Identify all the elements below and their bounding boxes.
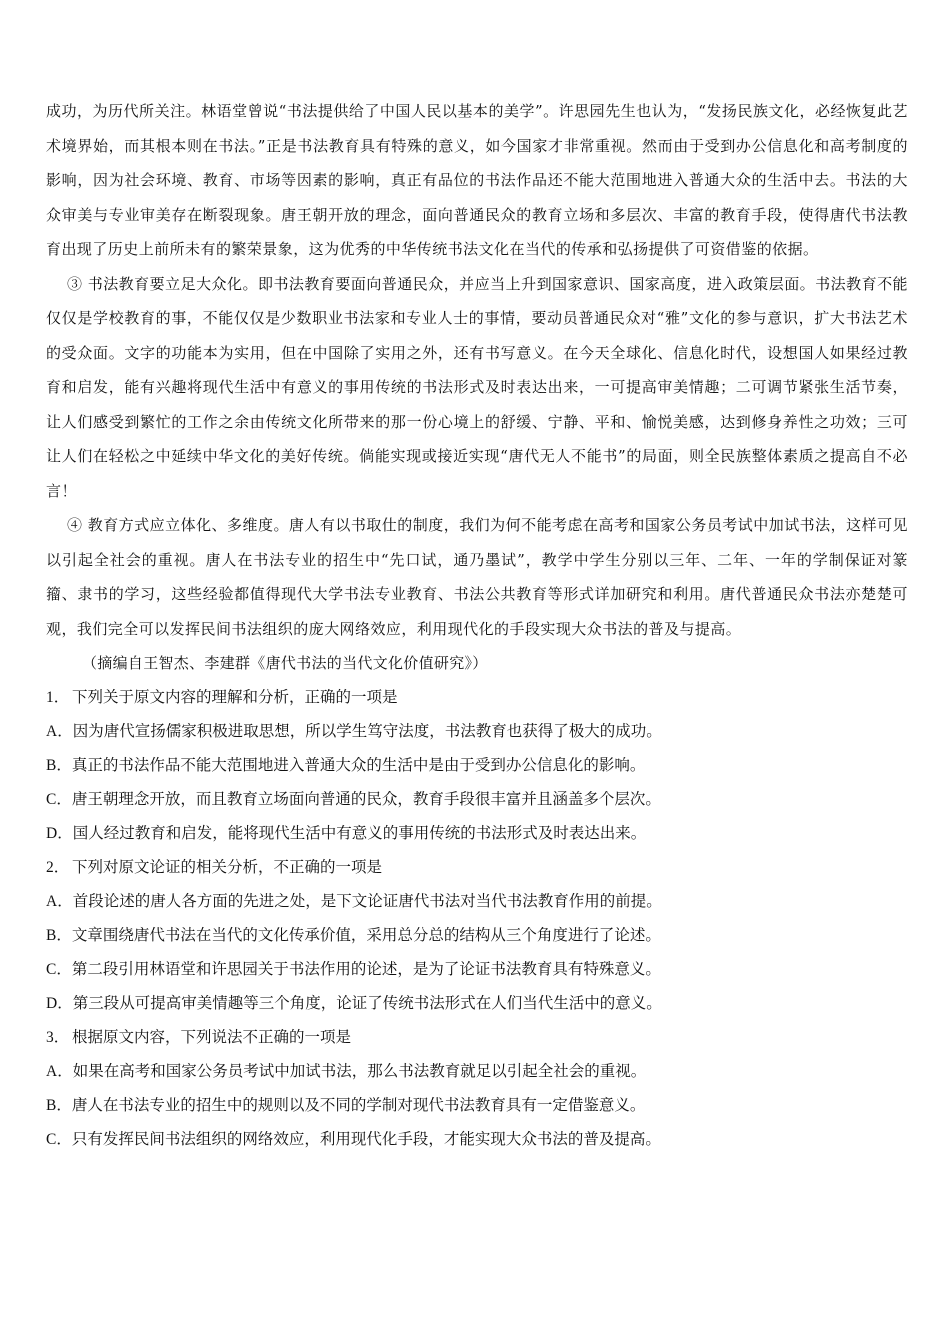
- question-stem: [46, 851, 908, 885]
- option-letter: D．: [46, 824, 73, 842]
- reading-passage: [46, 94, 908, 681]
- option-letter: D．: [46, 994, 73, 1012]
- passage-paragraph-2: 成功，为历代所关注。林语堂曾说“书法提供给了中国人民以基本的美学”。许思园先生也认为，“发扬民族文化，必经恢复此艺术境界始，而其根本则在书法。”正是书法教育具有特殊的意义，如今国家才非常重视。然而由于受到办公信息化和高考制度的影响，因为社会环境、教育、市场等因素的影响，真正有品位的书法作品还不能大范围地进入普通大众的生活中去。书法的大众审美与专业审美存在断裂现象。唐王朝开放的理念，面向普通民众的教育立场和多层次、丰富的教育手段，使得唐代书法教育出现了历史上前所未有的繁荣景象，这为优秀的中华传统书法文化在当代的传承和弘扬提供了可资借鉴的依据。: [46, 102, 908, 258]
- option-text: 唐王朝理念开放，而且教育立场面向普通的民众，教育手段很丰富并且涵盖多个层次。: [71, 790, 661, 808]
- option-text: 第二段引用林语堂和许思园关于书法作用的论述，是为了论证书法教育具有特殊意义。: [71, 960, 661, 978]
- option-c[interactable]: [46, 953, 908, 987]
- question-text: 下列对原文论证的相关分析，不正确的一项是: [72, 858, 383, 876]
- question-text: 根据原文内容，下列说法不正确的一项是: [72, 1028, 352, 1046]
- option-text: 因为唐代宣扬儒家积极进取思想，所以学生笃守法度，书法教育也获得了极大的成功。: [72, 722, 662, 740]
- option-letter: B．: [46, 1096, 72, 1114]
- option-text: 第三段从可提高审美情趣等三个角度，论证了传统书法形式在人们当代生活中的意义。: [72, 994, 662, 1012]
- option-letter: C．: [46, 1130, 72, 1148]
- option-letter: B．: [46, 756, 72, 774]
- question-stem: [46, 681, 908, 715]
- option-letter: A．: [46, 892, 73, 910]
- option-text: 首段论述的唐人各方面的先进之处，是下文论证唐代书法对当代书法教育作用的前提。: [72, 892, 662, 910]
- question-stem: [46, 1021, 908, 1055]
- option-letter: C．: [46, 790, 72, 808]
- question-number: 1．: [46, 688, 70, 706]
- option-letter: A．: [46, 1062, 73, 1080]
- option-d[interactable]: [46, 817, 908, 851]
- option-c[interactable]: [46, 783, 908, 817]
- option-text: 真正的书法作品不能大范围地进入普通大众的生活中是由于受到办公信息化的影响。: [71, 756, 646, 774]
- option-a[interactable]: [46, 1055, 908, 1089]
- exam-page: [46, 94, 908, 1157]
- option-text: 唐人在书法专业的招生中的规则以及不同的学制对现代书法教育具有一定借鉴意义。: [71, 1096, 646, 1114]
- option-letter: C．: [46, 960, 72, 978]
- question-1: [46, 681, 908, 851]
- option-letter: A．: [46, 722, 73, 740]
- question-number: 3．: [46, 1028, 70, 1046]
- option-text: 文章围绕唐代书法在当代的文化传承价值，采用总分总的结构从三个角度进行了论述。: [71, 926, 661, 944]
- option-letter: B．: [46, 926, 72, 944]
- option-b[interactable]: [46, 919, 908, 953]
- passage-paragraph-3: ③ 书法教育要立足大众化。即书法教育要面向普通民众，并应当上升到国家意识、国家高度，进入政策层面。书法教育不能仅仅是学校教育的事，不能仅仅是少数职业书法家和专业人士的事情，要动员普通民众对“雅”文化的参与意识，扩大书法艺术的受众面。文字的功能本为实用，但在中国除了实用之外，还有书写意义。在今天全球化、信息化时代，设想国人如果经过教育和启发，能有兴趣将现代生活中有意义的事用传统的书法形式及时表达出来，一可提高审美情趣；二可调节紧张生活节奏，让人们感受到繁忙的工作之余由传统文化所带来的那一份心境上的舒缓、宁静、平和、愉悦美感，达到修身养性之功效；三可让人们在轻松之中延续中华文化的美好传统。倘能实现或接近实现“唐代无人不能书”的局面，则全民族整体素质之提高自不必言！: [46, 274, 908, 500]
- question-text: 下列关于原文内容的理解和分析，正确的一项是: [72, 688, 398, 706]
- question-2: [46, 851, 908, 1021]
- option-a[interactable]: [46, 715, 908, 749]
- option-b[interactable]: [46, 749, 908, 783]
- passage-source: （摘编自王智杰、李建群《唐代书法的当代文化价值研究》）: [82, 654, 488, 672]
- passage-paragraph-4: ④ 教育方式应立体化、多维度。唐人有以书取仕的制度，我们为何不能考虑在高考和国家公务员考试中加试书法，这样可见以引起全社会的重视。唐人在书法专业的招生中“先口试，通乃墨试”，教学中学生分别以三年、二年、一年的学制保证对篆籀、隶书的学习，这些经验都值得现代大学书法专业教育、书法公共教育等形式详加研究和利用。唐代普通民众书法亦楚楚可观，我们完全可以发挥民间书法组织的庞大网络效应，利用现代化的手段实现大众书法的普及与提高。: [46, 516, 908, 638]
- option-d[interactable]: [46, 987, 908, 1021]
- question-number: 2．: [46, 858, 70, 876]
- option-text: 如果在高考和国家公务员考试中加试书法，那么书法教育就足以引起全社会的重视。: [72, 1062, 647, 1080]
- option-c[interactable]: [46, 1123, 908, 1157]
- question-3: [46, 1021, 908, 1157]
- option-b[interactable]: [46, 1089, 908, 1123]
- option-text: 只有发挥民间书法组织的网络效应，利用现代化手段，才能实现大众书法的普及提高。: [71, 1130, 661, 1148]
- option-a[interactable]: [46, 885, 908, 919]
- option-text: 国人经过教育和启发，能将现代生活中有意义的事用传统的书法形式及时表达出来。: [72, 824, 647, 842]
